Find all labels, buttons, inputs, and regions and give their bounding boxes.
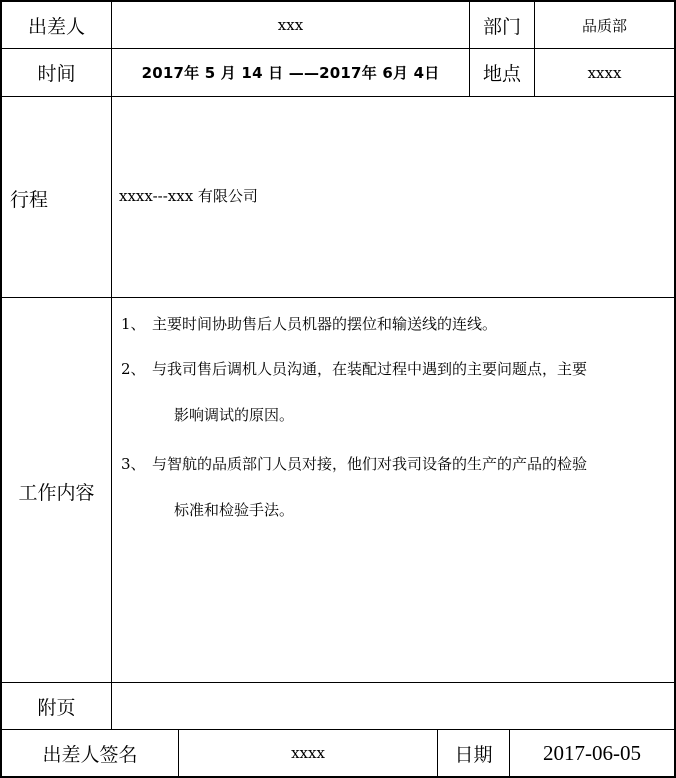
work-content-label: 工作内容 — [18, 481, 95, 504]
column-divider — [111, 0, 112, 729]
work-item-number: 3、 — [121, 455, 146, 473]
work-item-text: 与我司售后调机人员沟通，在装配过程中遇到的主要问题点，主要 — [152, 360, 588, 378]
work-item-text-continued: 标准和检验手法。 — [174, 501, 295, 519]
place-label: 地点 — [482, 63, 521, 85]
place-value: xxxx — [587, 63, 622, 82]
date-value: 2017-06-05 — [543, 740, 641, 765]
department-label: 部门 — [482, 15, 521, 38]
row-divider — [0, 297, 676, 298]
department-value: 品质部 — [581, 16, 627, 35]
border-left — [0, 0, 2, 778]
signature-value: xxxx — [291, 744, 325, 762]
work-item-text: 主要时间协助售后人员机器的摆位和输送线的连线。 — [152, 315, 498, 333]
traveler-label: 出差人 — [27, 15, 85, 38]
attachment-value — [119, 683, 669, 729]
attachment-label: 附页 — [37, 696, 76, 719]
work-item-number: 2、 — [121, 360, 146, 378]
itinerary-value: xxxx---xxx 有限公司 — [119, 187, 258, 205]
itinerary-label: 行程 — [10, 189, 49, 211]
row-divider — [0, 96, 676, 97]
work-item-number: 1、 — [121, 315, 146, 333]
traveler-value: xxx — [277, 16, 304, 34]
signature-label: 出差人签名 — [42, 743, 138, 766]
time-label: 时间 — [37, 63, 76, 85]
work-item-text-continued: 影响调试的原因。 — [174, 406, 295, 424]
work-item-text: 与智航的品质部门人员对接，他们对我司设备的生产的产品的检验 — [152, 455, 588, 473]
date-label: 日期 — [454, 743, 493, 766]
time-range: 2017年 5 月 14 日 ——2017年 6月 4日 — [141, 64, 440, 82]
